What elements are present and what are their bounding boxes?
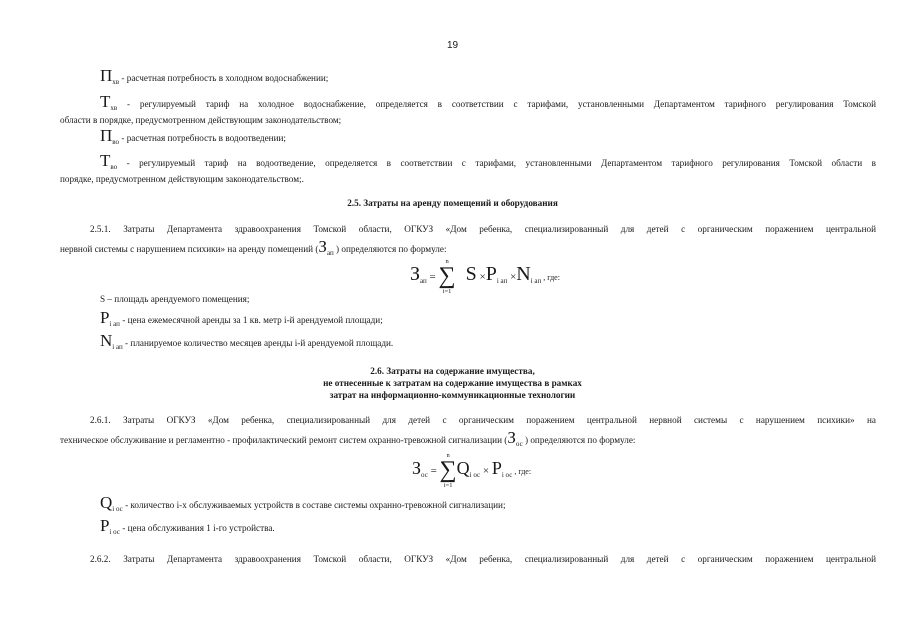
paragraph-2-5-1-line2 [60, 237, 447, 257]
formula-n: N [516, 263, 531, 286]
formula-s: S [465, 263, 477, 286]
formula-p: P [491, 458, 502, 479]
def-p-ap [100, 308, 383, 328]
symbol: Q [100, 493, 113, 512]
paragraph-2-5-1-line1: 2.5.1. Затраты Департамента здравоохранения Томской области, ОГКУЗ «Дом ребенка, специализированный для детей с органическим поражением центральной [90, 224, 876, 234]
formula-lhs: З [412, 458, 422, 479]
sum-upper-limit: n [446, 452, 450, 459]
definition-text: - количество i-х обслуживаемых устройств в составе системы охранно-тревожной сигнализации; [122, 500, 506, 510]
formula-tail: , где: [512, 467, 532, 477]
symbol-subscript: во [110, 163, 118, 171]
formula-lhs: З [410, 263, 421, 286]
symbol-subscript: i ос [109, 528, 120, 536]
paragraph-2-6-2-line1: 2.6.2. Затраты Департамента здравоохранения Томской области, ОГКУЗ «Дом ребенка, специализированный для детей с органическим поражением центральной [90, 554, 876, 564]
symbol: P [100, 308, 110, 327]
text-part: нервной системы с нарушением психики» на аренду помещений ( [60, 244, 319, 254]
symbol: З [507, 428, 516, 447]
formula-lhs-subscript: ап [420, 277, 427, 286]
symbol-subscript: хв [112, 78, 120, 86]
definition-text: - регулируемый тариф на водоотведение, определяется в соответствии с тарифами, установленными Департаментом тарифного регулирования Томской области в [117, 158, 876, 168]
section-heading-2-6-line2: не отнесенные к затратам на содержание имущества в рамках [323, 378, 582, 388]
symbol-subscript: i ап [112, 343, 123, 351]
sum-upper-limit: n [445, 258, 449, 265]
times-sign: × [507, 271, 517, 284]
sum-lower-limit: i=1 [442, 288, 452, 295]
page-number: 19 [446, 40, 459, 51]
def-t-hv-line1 [100, 92, 876, 112]
sigma-symbol: ∑ [438, 263, 456, 289]
definition-text: - цена ежемесячной аренды за 1 кв. метр i-й арендуемой площади; [119, 315, 383, 325]
symbol: N [100, 331, 113, 350]
def-p-hv [100, 66, 329, 86]
paragraph-2-6-1-line1: 2.6.1. Затраты ОГКУЗ «Дом ребенка, специализированный для детей с органическим поражением центральной нервной системы с нарушением психики» на [90, 415, 876, 425]
formula-equals: = [427, 465, 440, 478]
section-heading-2-5: 2.5. Затраты на аренду помещений и оборудования [347, 198, 558, 208]
symbol: Т [100, 151, 111, 170]
section-heading-2-6-line1: 2.6. Затраты на содержание имущества, [370, 366, 535, 376]
symbol: Т [100, 92, 111, 111]
formula-lhs-subscript: ос [421, 471, 428, 480]
formula-n-subscript: i ап [530, 277, 542, 286]
sum-operator [440, 452, 457, 489]
section-heading-2-6-line3: затрат на информационно-коммуникационные технологии [329, 390, 576, 400]
text-part: техническое обслуживание и регламентно - профилактический ремонт систем охранно-тревожной сигнализации ( [60, 435, 508, 445]
definition-text: - расчетная потребность в водоотведении; [119, 133, 286, 143]
symbol: П [100, 126, 113, 145]
sigma-symbol: ∑ [439, 457, 457, 483]
definition-text: - планируемое количество месяцев аренды i-й арендуемой площади. [122, 338, 394, 348]
def-q-os [100, 493, 506, 513]
def-t-vo-line1 [100, 151, 876, 171]
def-p-vo [100, 126, 286, 146]
formula-tail: , где: [541, 273, 560, 283]
symbol: П [100, 66, 113, 85]
formula-p-subscript: i ап [496, 277, 508, 286]
definition-text: - цена обслуживания 1 i-го устройства. [119, 523, 275, 533]
sum-lower-limit: i=1 [443, 482, 453, 489]
text-part: ) определяются по формуле: [333, 244, 447, 254]
formula-q-subscript: i ос [469, 471, 481, 480]
def-t-vo-line2: порядке, предусмотренном действующим законодательством;. [60, 174, 304, 184]
times-sign: × [480, 465, 492, 478]
symbol-subscript: i ап [109, 320, 120, 328]
formula-p-subscript: i ос [501, 471, 513, 480]
paragraph-2-6-1-line2 [60, 428, 636, 448]
def-n-ap [100, 331, 394, 351]
def-s: S – площадь арендуемого помещения; [100, 294, 250, 304]
formula-p: P [485, 263, 497, 286]
symbol: З [318, 237, 327, 256]
def-t-hv-line2: области в порядке, предусмотренном действующим законодательством; [60, 115, 342, 125]
def-p-os [100, 516, 275, 536]
definition-text: - регулируемый тариф на холодное водоснабжение, определяется в соответствии с тарифами, установленными Департаментом тарифного регулирования Томской [117, 99, 876, 109]
formula-equals: = [426, 271, 439, 284]
symbol-subscript: во [112, 138, 120, 146]
symbol-subscript: i ос [112, 505, 123, 513]
symbol: P [100, 516, 110, 535]
symbol-subscript: хв [110, 104, 118, 112]
symbol-subscript: ап [326, 249, 334, 257]
formula-rent [410, 258, 560, 295]
symbol-subscript: ос [515, 440, 523, 448]
definition-text: - расчетная потребность в холодном водоснабжении; [119, 73, 329, 83]
formula-q: Q [456, 458, 470, 479]
formula-security-maintenance [412, 452, 531, 489]
times-sign: × [476, 271, 486, 284]
sum-operator [439, 258, 456, 295]
text-part: ) определяются по формуле: [522, 435, 636, 445]
